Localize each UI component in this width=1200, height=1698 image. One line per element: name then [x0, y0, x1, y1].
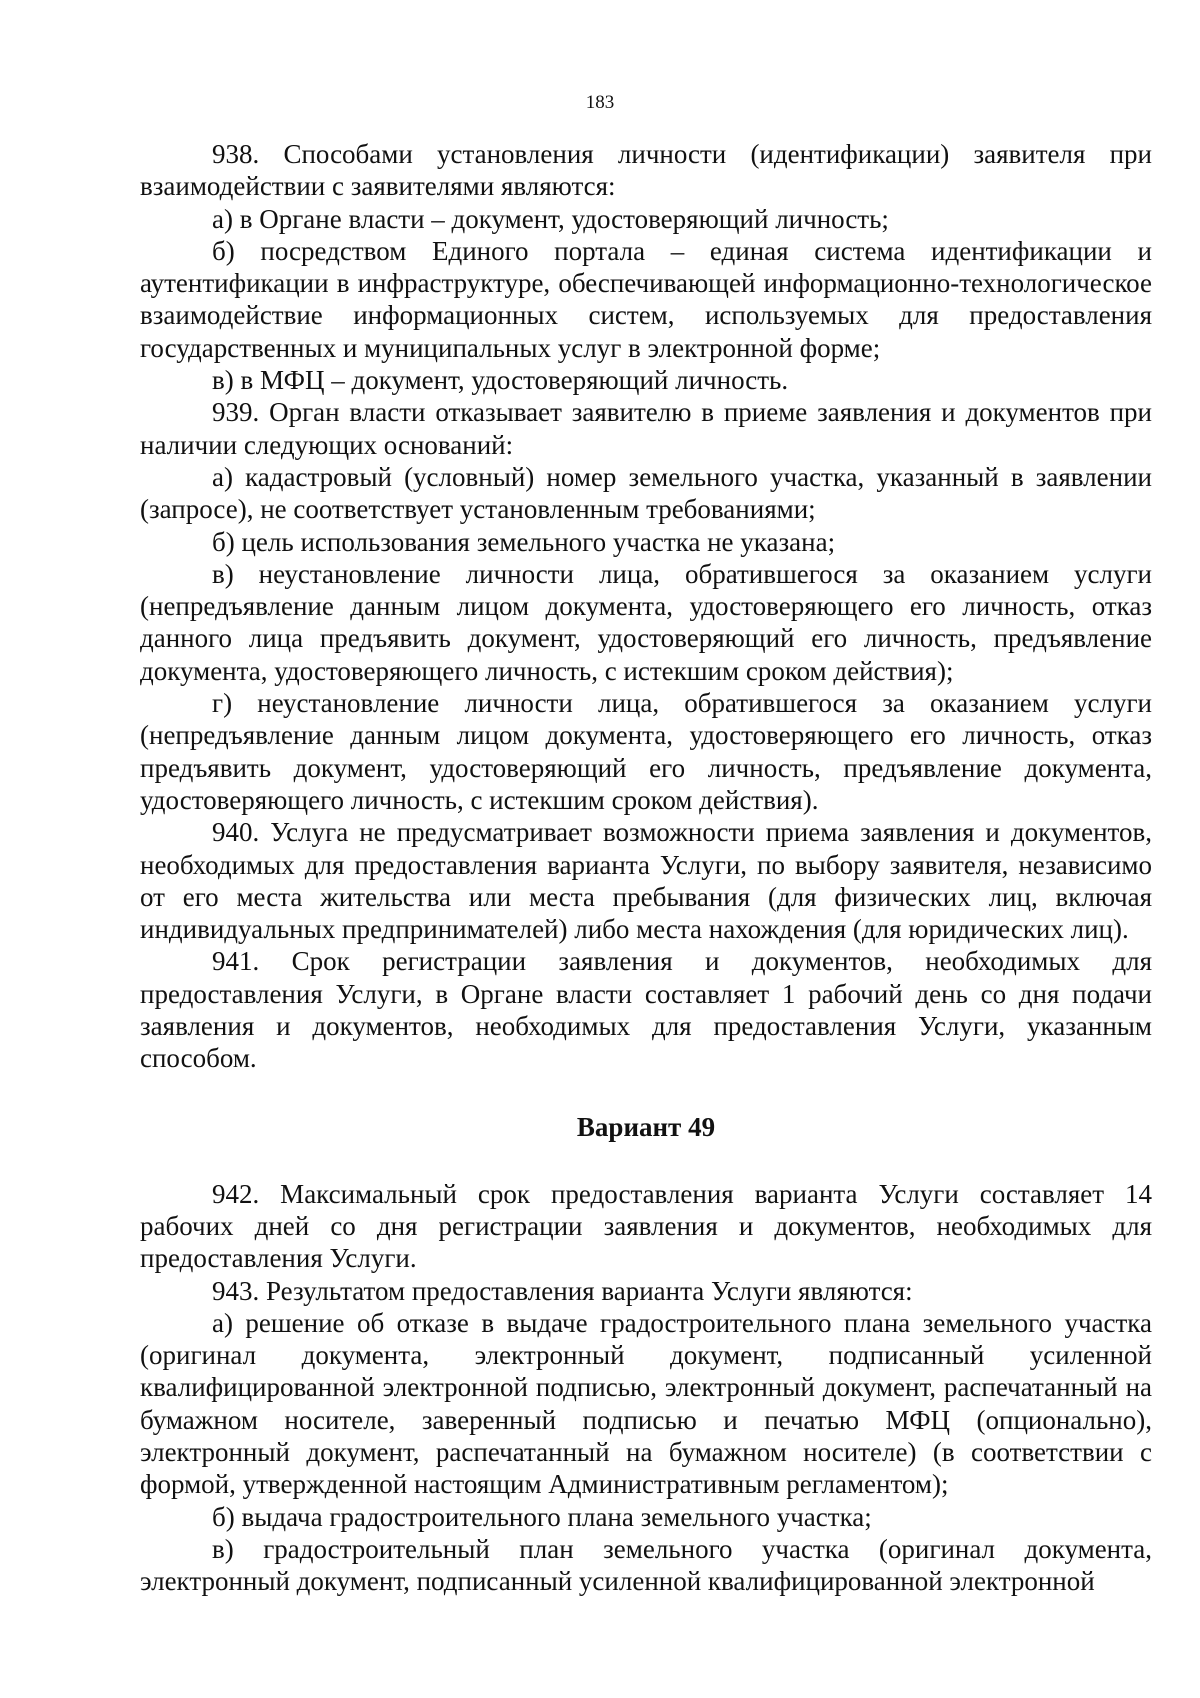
paragraph-939-a: а) кадастровый (условный) номер земельного участка, указанный в заявлении (запросе), не соответствует установленным требованиями;	[140, 461, 1152, 525]
paragraph-943-b: б) выдача градостроительного плана земельного участка;	[212, 1501, 872, 1532]
paragraph-942: 942. Максимальный срок предоставления варианта Услуги составляет 14 рабочих дней со дня регистрации заявления и документов, необходимых для предоставления Услуги.	[140, 1178, 1152, 1274]
paragraph-940: 940. Услуга не предусматривает возможности приема заявления и документов, необходимых для предоставления варианта Услуги, по выбору заявителя, независимо от его места жительства или места пребывания (для физических лиц, включая индивидуальных предпринимателей) либо места нахождения (для юридических лиц).	[140, 817, 1152, 945]
section-heading: Вариант 49	[576, 1111, 716, 1142]
paragraph-939-g: г) неустановление личности лица, обратившегося за оказанием услуги (непредъявление данным лицом документа, удостоверяющего его личность, отказ предъявить документ, удостоверяющий его личность, предъявление документа, удостоверяющего личность, с истекшим сроком действия).	[140, 688, 1152, 815]
paragraph-939: 939. Орган власти отказывает заявителю в приеме заявления и документов при наличии следующих оснований:	[140, 397, 1152, 460]
page-number: 183	[585, 92, 615, 113]
paragraph-938-b: б) посредством Единого портала – единая система идентификации и аутентификации в инфраструктуре, обеспечивающей информационно-технологическое взаимодействие информационных систем, используемых для предоставления государственных и муниципальных услуг в электронной форме;	[140, 235, 1152, 363]
paragraph-938-v: в) в МФЦ – документ, удостоверяющий личность.	[212, 365, 789, 396]
paragraph-943-v: в) градостроительный план земельного участка (оригинал документа, электронный документ, подписанный усиленной квалифицированной электронной	[140, 1533, 1152, 1597]
paragraph-938-a: а) в Органе власти – документ, удостоверяющий личность;	[212, 203, 889, 234]
paragraph-938: 938. Способами установления личности (идентификации) заявителя при взаимодействии с заявителями являются:	[140, 139, 1152, 202]
paragraph-943-a: а) решение об отказе в выдаче градостроительного плана земельного участка (оригинал документа, электронный документ, подписанный усиленной квалифицированной электронной подписью, электронный документ, распечатанный на бумажном носителе, заверенный подписью и печатью МФЦ (опционально), электронный документ, распечатанный на бумажном носителе) (в соответствии с формой, утвержденной настоящим Административным регламентом);	[140, 1307, 1152, 1500]
paragraph-939-b: б) цель использования земельного участка не указана;	[212, 526, 836, 557]
paragraph-939-v: в) неустановление личности лица, обратившегося за оказанием услуги (непредъявление данным лицом документа, удостоверяющего его личность, отказ данного лица предъявить документ, удостоверяющий его личность, предъявление документа, удостоверяющего личность, с истекшим сроком действия);	[140, 558, 1152, 686]
paragraph-943: 943. Результатом предоставления варианта Услуги являются:	[212, 1275, 913, 1306]
paragraph-941: 941. Срок регистрации заявления и документов, необходимых для предоставления Услуги, в Органе власти составляет 1 рабочий день со дня подачи заявления и документов, необходимых для предоставления Услуги, указанным способом.	[140, 946, 1152, 1074]
page-body	[140, 138, 1152, 1597]
